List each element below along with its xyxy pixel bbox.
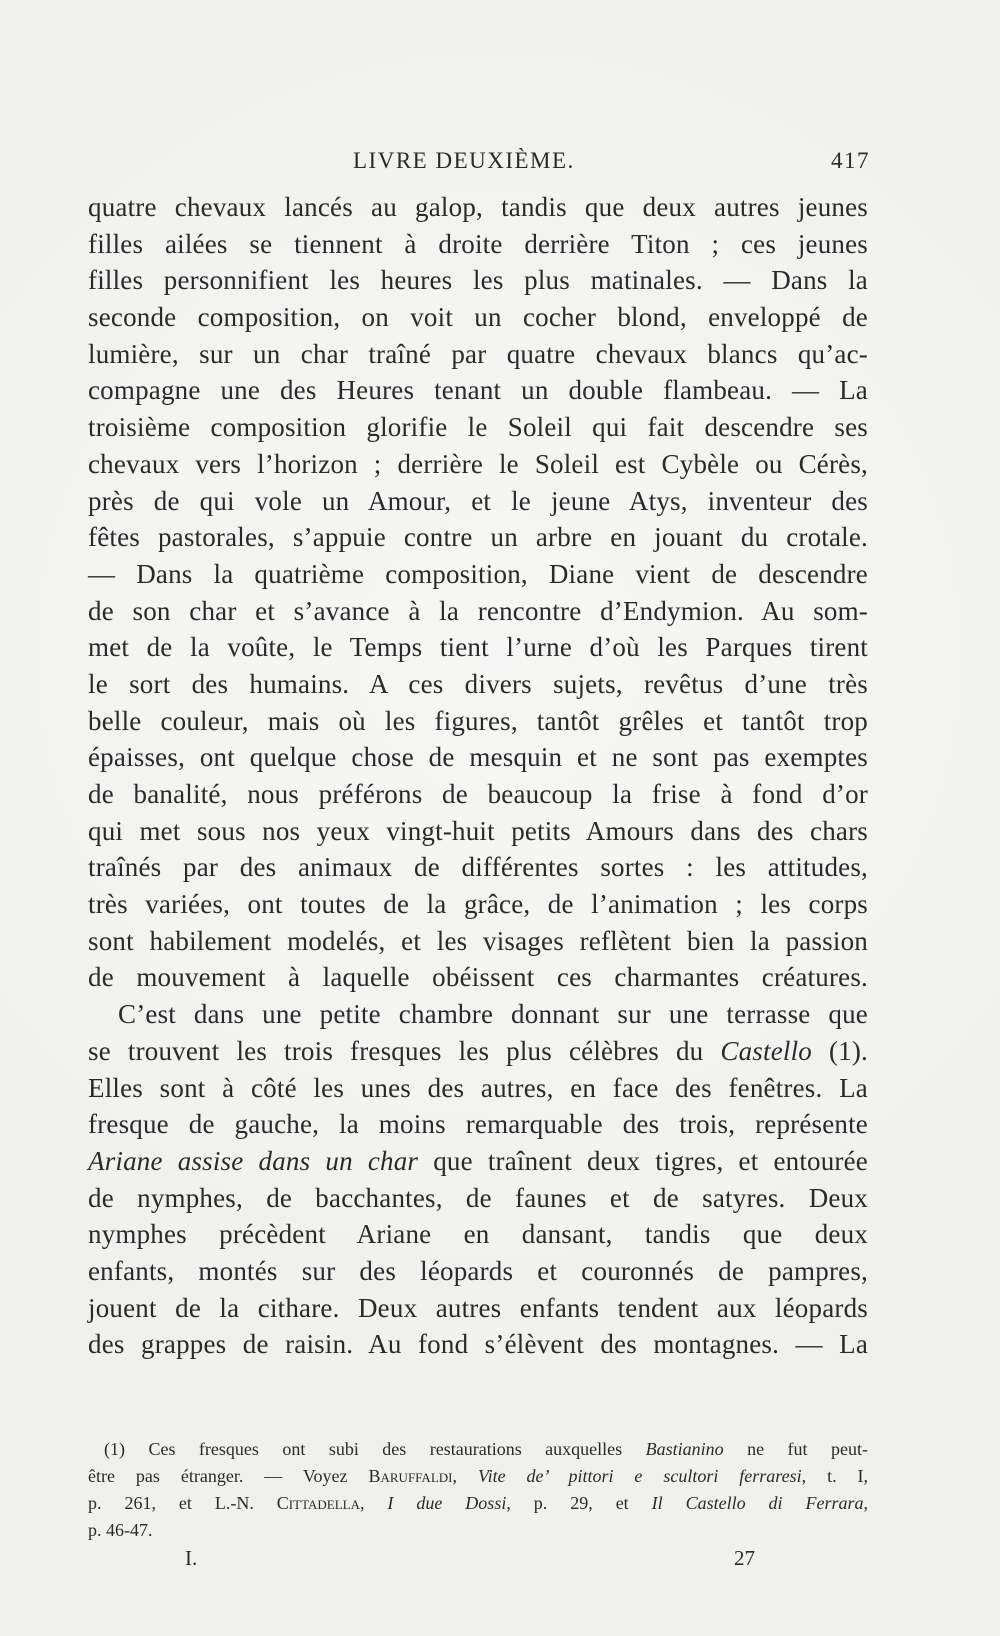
footnote-italic: Bastianino: [645, 1439, 724, 1459]
text-line: le sort des humains. A ces divers sujets, revêtus d’une très: [88, 668, 868, 699]
text-line: troisième composition glorifie le Soleil qui fait descendre ses: [88, 412, 868, 443]
body-text: [88, 189, 868, 1363]
footnote-italic: Il Castello di Ferrara: [651, 1493, 864, 1513]
footnote-line: p. 46-47.: [88, 1520, 153, 1540]
text-line: quatre chevaux lancés au galop, tandis que deux autres jeunes: [88, 192, 868, 222]
footnotes: [88, 1436, 868, 1544]
text-line: C’est dans une petite chambre donnant sur une terrasse que: [118, 999, 868, 1030]
running-head: [88, 148, 870, 184]
text-line: des grappes de raisin. Au fond s’élèvent des montagnes. — La: [88, 1329, 868, 1360]
text-line: nymphes précèdent Ariane en dansant, tandis que deux: [88, 1219, 868, 1250]
text-line: fêtes pastorales, s’appuie contre un arbre en jouant du crotale.: [88, 522, 868, 553]
text-line: [88, 1143, 868, 1180]
text-line: chevaux vers l’horizon ; derrière le Soleil est Cybèle ou Cérès,: [88, 448, 868, 479]
text-line: jouent de la cithare. Deux autres enfants tendent aux léopards: [88, 1292, 868, 1323]
footnote-line: [88, 1463, 868, 1490]
signature-mark: I.: [185, 1546, 198, 1570]
footnote-text: , t. I,: [801, 1466, 869, 1486]
italic-title: Castello: [720, 1035, 812, 1066]
footnote-line: [88, 1436, 868, 1463]
text-line: Elles sont à côté les unes des autres, en face des fenêtres. La: [88, 1072, 868, 1103]
footnote-italic: I due Dossi: [387, 1493, 507, 1513]
text-line: lumière, sur un char traîné par quatre chevaux blancs qu’ac-: [88, 338, 868, 369]
text-line: [88, 1033, 868, 1070]
italic-title: Ariane assise dans un char: [88, 1145, 419, 1176]
text-line: filles ailées se tiennent à droite derrière Titon ; ces jeunes: [88, 228, 868, 259]
footnote-text: être pas étranger. — Voyez: [88, 1466, 369, 1486]
text-line: sont habilement modelés, et les visages reflètent bien la passion: [88, 925, 868, 956]
text-line: de nymphes, de bacchantes, de faunes et de satyres. Deux: [88, 1182, 868, 1213]
footnote-text: ,: [452, 1466, 478, 1486]
text-line: de banalité, nous préférons de beaucoup la frise à fond d’or: [88, 779, 868, 809]
footnote-text: ne fut peut-: [723, 1439, 868, 1459]
footnote-reference: (1).: [811, 1035, 869, 1066]
text-line: épaisses, ont quelque chose de mesquin et ne sont pas exemptes: [88, 742, 868, 773]
footnote-line: [88, 1490, 868, 1517]
text-line: fresque de gauche, la moins remarquable des trois, représente: [88, 1109, 868, 1140]
text-line: filles personnifient les heures les plus matinales. — Dans la: [88, 265, 868, 296]
text-line: enfants, montés sur des léopards et couronnés de pampres,: [88, 1255, 868, 1286]
sheet-number: 27: [734, 1546, 755, 1570]
text-line: — Dans la quatrième composition, Diane vient de descendre: [88, 558, 868, 589]
text-line: belle couleur, mais où les figures, tantôt grêles et tantôt trop: [88, 705, 868, 736]
text-line: près de qui vole un Amour, et le jeune Atys, inventeur des: [88, 485, 868, 516]
text-line: très variées, ont toutes de la grâce, de l’animation ; les corps: [88, 889, 868, 920]
footnote-text: ,: [359, 1493, 388, 1513]
text-line: met de la voûte, le Temps tient l’urne d’où les Parques tirent: [88, 632, 868, 663]
footnote-text: p. 261, et L.-N.: [88, 1493, 277, 1513]
text-line: qui met sous nos yeux vingt-huit petits Amours dans des chars: [88, 815, 868, 846]
text-segment: que traînent deux tigres, et entourée: [418, 1145, 868, 1176]
text-line: de mouvement à laquelle obéissent ces charmantes créatures.: [88, 962, 868, 993]
text-line: de son char et s’avance à la rencontre d’Endymion. Au som-: [88, 595, 868, 626]
running-head-title: LIVRE DEUXIÈME.: [353, 148, 575, 173]
page-number: 417: [831, 148, 870, 173]
footnote-text: , p. 29, et: [506, 1493, 652, 1513]
footnote-text: (1) Ces fresques ont subi des restaurations auxquelles: [104, 1439, 646, 1459]
text-line: compagne une des Heures tenant un double flambeau. — La: [88, 375, 868, 406]
text-line: seconde composition, on voit un cocher blond, enveloppé de: [88, 302, 868, 333]
footnote-text: ,: [863, 1493, 868, 1513]
text-line: traînés par des animaux de différentes sortes : les attitudes,: [88, 852, 868, 883]
footnote-italic: Vite de’ pittori e scultori ferraresi: [477, 1466, 802, 1486]
text-segment: se trouvent les trois fresques les plus célèbres du: [88, 1035, 721, 1066]
footnote-author: Cittadella: [276, 1493, 360, 1513]
footnote-author: Baruffaldi: [368, 1466, 453, 1486]
